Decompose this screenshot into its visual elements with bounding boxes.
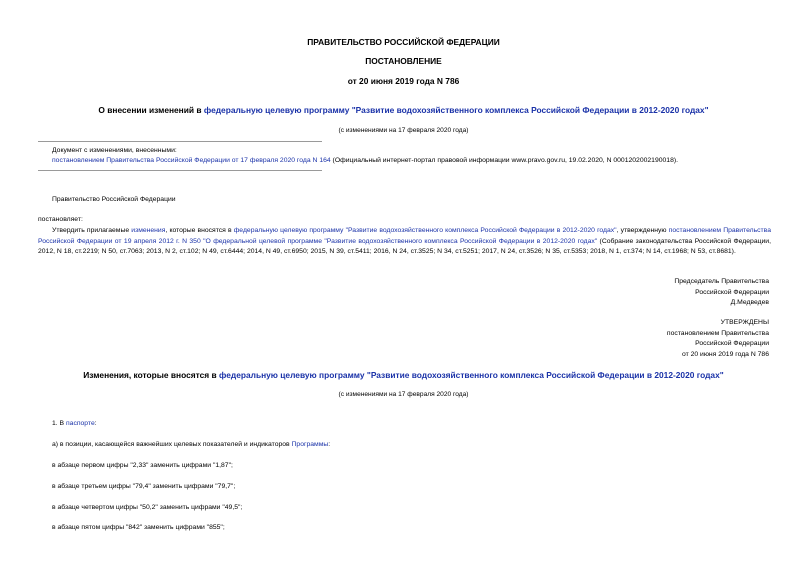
program-link[interactable]: федеральную целевую программу "Развитие водохозяйственного комплекса Российской Федерации в 2012-2020 годах" — [203, 105, 709, 115]
p1-text-a: Утвердить прилагаемые — [52, 227, 132, 234]
issuer: Правительство Российской Федерации — [52, 196, 176, 203]
changes-revision-note: (с изменениями на 17 февраля 2020 года) — [338, 391, 469, 398]
changes-title-prefix: Изменения, которые вносятся в — [83, 370, 219, 380]
amendment-decree-link[interactable]: постановлением Правительства Российской Федерации от 17 февраля 2020 года N 164 — [52, 157, 331, 164]
item-a-suffix: : — [328, 441, 331, 448]
change-line-3: в абзаце четвертом цифры "50,2" заменить цифрами "49,5"; — [52, 504, 243, 511]
signature-block — [674, 277, 769, 309]
document-date-number: от 20 июня 2019 года N 786 — [347, 76, 460, 86]
approved-country: Российской Федерации — [695, 340, 769, 347]
item-1 — [52, 420, 97, 427]
document-title — [0, 105, 807, 115]
decides: постановляет: — [38, 216, 83, 223]
change-line-2: в абзаце третьем цифры "79,4" заменить цифрами "79,7"; — [52, 483, 236, 490]
approved-by: постановлением Правительства — [666, 329, 769, 337]
main-paragraph — [38, 226, 771, 258]
p1-text-d: (Собрание законодательства Российской Федерации, 2012, N 18, ст.2219; N 50, ст.7063; 2013, N 2, ст.102; N 49, ст.6444; 2014, N 49, ст.6950; 2015, N 39, ст.5411; 2016, N 24, ст.3525; N 34, ст.5251; 2017, N 24, ст.3526; N 35, ст.5353; 2018, N 1, ст.374; N 14, ст.1968; N 53, ст.8681). — [38, 237, 771, 255]
item-1-suffix: : — [94, 420, 97, 427]
document-type: ПОСТАНОВЛЕНИЕ — [365, 56, 442, 66]
p1-text-c: , утвержденную — [616, 227, 669, 234]
item-1-prefix: 1. В — [52, 420, 66, 427]
passport-link[interactable]: паспорте — [65, 420, 95, 427]
revision-note: (с изменениями на 17 февраля 2020 года) — [338, 127, 469, 134]
approved-date: от 20 июня 2019 года N 786 — [681, 350, 769, 358]
p1-text-b: , которые вносятся в — [165, 227, 234, 234]
program-link-3[interactable]: Программы — [291, 441, 329, 448]
changes-link[interactable]: изменения — [131, 227, 166, 234]
amendments-entry — [52, 157, 678, 164]
signature-name: Д.Медведев — [730, 299, 769, 306]
change-line-1: в абзаце первом цифры "2,33" заменить цифрами "1,87"; — [52, 462, 233, 469]
government-heading: ПРАВИТЕЛЬСТВО РОССИЙСКОЙ ФЕДЕРАЦИИ — [307, 37, 500, 47]
item-a — [52, 441, 330, 448]
signature-position: Председатель Правительства — [674, 278, 769, 285]
box-bottom-rule — [38, 170, 322, 171]
change-line-4: в абзаце пятом цифры "842" заменить цифрами "855"; — [52, 524, 225, 531]
decree-350-link[interactable]: постановлением Правительства Российской Федерации от 19 апреля 2012 г. N 350 "О федеральной целевой программе "Развитие водохозяйственного комплекса Российской Федерации в 2012-2020 годах" — [38, 227, 771, 245]
approved-heading: УТВЕРЖДЕНЫ — [720, 319, 769, 326]
item-a-prefix: а) в позиции, касающейся важнейших целевых показателей и индикаторов — [52, 441, 292, 448]
box-top-rule — [38, 141, 322, 142]
title-prefix: О внесении изменений в — [98, 105, 204, 115]
signature-country: Российской Федерации — [695, 288, 769, 296]
approval-block — [667, 318, 769, 360]
amendments-label: Документ с изменениями, внесенными: — [52, 147, 177, 154]
changes-program-link[interactable]: федеральную целевую программу "Развитие водохозяйственного комплекса Российской Федерации в 2012-2020 годах" — [219, 370, 724, 380]
program-link-2[interactable]: федеральную целевую программу "Развитие водохозяйственного комплекса Российской Федерации в 2012-2020 годах" — [233, 227, 617, 234]
changes-title — [0, 370, 807, 380]
amendment-source: (Официальный интернет-портал правовой информации www.pravo.gov.ru, 19.02.2020, N 0001202002190018). — [330, 157, 678, 164]
